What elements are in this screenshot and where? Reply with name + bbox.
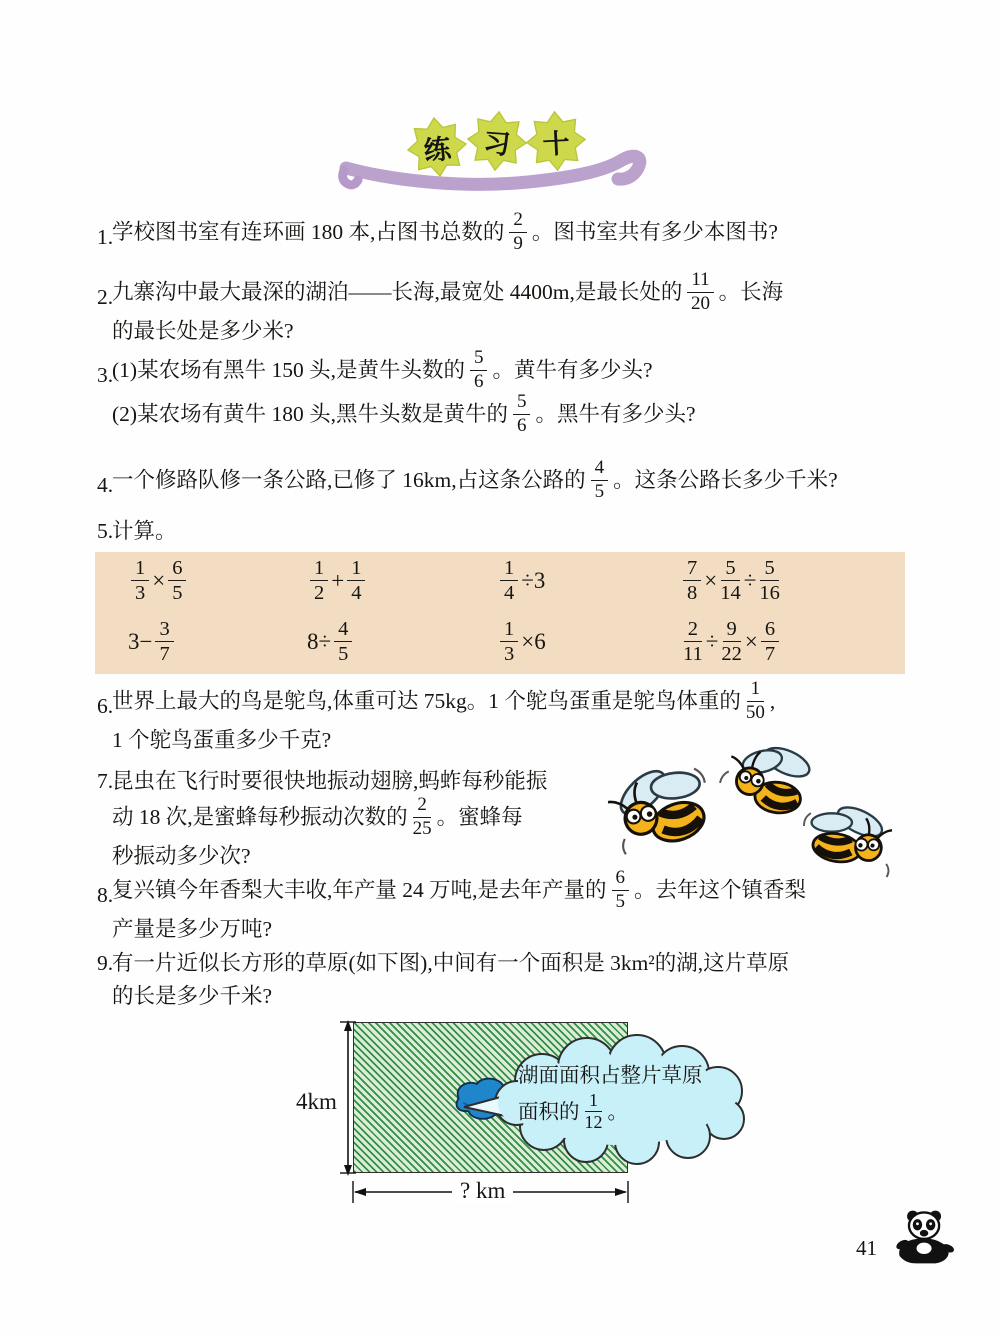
problem-2 bbox=[97, 269, 784, 349]
problem-number: 4. bbox=[97, 473, 114, 497]
grassland-diagram bbox=[296, 1015, 770, 1225]
problem-9 bbox=[97, 948, 789, 1014]
fraction: $\frac{1}{3}$ bbox=[131, 557, 149, 604]
problem-text: 产量是多少万吨? bbox=[112, 917, 273, 942]
fraction: $\frac{1}{2}$ bbox=[310, 557, 328, 604]
fraction: $\frac{1}{50}$ bbox=[745, 678, 765, 723]
problem-number: 3. bbox=[97, 363, 114, 387]
title-char: 十 bbox=[541, 127, 571, 160]
calc-expression: 8÷ $\frac{4}{5}$ bbox=[307, 620, 497, 667]
fraction: $\frac{3}{7}$ bbox=[155, 618, 173, 665]
fraction: $\frac{6}{7}$ bbox=[761, 618, 779, 665]
fraction: $\frac{2}{25}$ bbox=[412, 794, 432, 839]
problem-7 bbox=[97, 766, 657, 872]
fraction: $\frac{1}{3}$ bbox=[500, 618, 518, 665]
problem-text: 的最长处是多少米? bbox=[112, 319, 294, 344]
fraction: $\frac{5}{16}$ bbox=[759, 556, 780, 604]
fraction: $\frac{4}{5}$ bbox=[334, 618, 352, 665]
fraction: $\frac{6}{5}$ bbox=[612, 868, 630, 912]
problem-1 bbox=[97, 209, 778, 256]
calc-expression: $\frac{7}{8}$ × $\frac{5}{14}$ ÷ $\frac{5}{16}$ bbox=[680, 559, 905, 606]
problem-number: 8. bbox=[97, 883, 114, 907]
bee-icon bbox=[790, 796, 904, 888]
problem-number: 5. bbox=[97, 519, 114, 543]
problem-8 bbox=[97, 867, 807, 947]
fraction: $\frac{1}{12}$ bbox=[584, 1089, 603, 1133]
fraction: $\frac{2}{11}$ bbox=[683, 617, 703, 665]
problem-number: 9. bbox=[97, 951, 114, 975]
calc-expression: $\frac{1}{4}$ ÷3 bbox=[497, 559, 680, 606]
bee-icon bbox=[600, 760, 730, 866]
problem-text: (2)某农场有黄牛 180 头,黑牛头数是黄牛的 $\frac{5}{6}$ 。黑牛有多少头? bbox=[112, 391, 696, 436]
problem-text: 有一片近似长方形的草原(如下图),中间有一个面积是 3km²的湖,这片草原 bbox=[112, 951, 790, 975]
problem-text: 昆虫在飞行时要很快地振动翅膀,蚂蚱每秒能振 bbox=[112, 769, 548, 793]
fraction: $\frac{5}{14}$ bbox=[720, 556, 741, 604]
page-number: 41 bbox=[856, 1236, 877, 1260]
fraction: $\frac{6}{5}$ bbox=[168, 557, 186, 604]
problem-6 bbox=[97, 678, 776, 758]
height-label: 4km bbox=[296, 1089, 337, 1114]
fraction: $\frac{4}{5}$ bbox=[591, 458, 609, 502]
problem-text: 秒振动多少次? bbox=[112, 844, 251, 869]
problem-text: 动 18 次,是蜜蜂每秒振动次数的 $\frac{2}{25}$ 。蜜蜂每 bbox=[112, 794, 523, 839]
width-label: ? km bbox=[452, 1178, 513, 1204]
problem-number: 2. bbox=[97, 285, 114, 309]
problem-5 bbox=[97, 516, 177, 549]
fraction: $\frac{11}{20}$ bbox=[687, 270, 713, 314]
fraction: $\frac{1}{4}$ bbox=[500, 557, 518, 604]
problem-4 bbox=[97, 457, 838, 504]
cloud-caption: 湖面面积占整片草原 面积的 $\frac{1}{12}$ 。 bbox=[518, 1065, 703, 1133]
problem-text: 1 个鸵鸟蛋重多少千克? bbox=[112, 728, 332, 753]
problem-text: 学校图书室有连环画 180 本,占图书总数的 $\frac{2}{9}$ 。图书室共有多少本图书? bbox=[112, 209, 778, 254]
calculation-box bbox=[95, 552, 905, 674]
calc-expression: $\frac{1}{3}$ ×6 bbox=[497, 620, 680, 667]
fraction: $\frac{2}{9}$ bbox=[509, 210, 527, 254]
problem-text: 计算。 bbox=[112, 519, 177, 543]
calc-expression: $\frac{2}{11}$ ÷ $\frac{9}{22}$ × $\frac{6}{7}$ bbox=[680, 620, 905, 667]
title-char: 练 bbox=[422, 133, 453, 166]
fraction: $\frac{7}{8}$ bbox=[683, 557, 701, 604]
problem-number: 6. bbox=[97, 694, 114, 718]
star-badge-icon bbox=[523, 108, 588, 173]
calc-expression: 3− $\frac{3}{7}$ bbox=[128, 620, 307, 667]
exercise-title bbox=[0, 100, 1000, 210]
panda-icon bbox=[892, 1206, 958, 1268]
fraction: $\frac{1}{4}$ bbox=[347, 557, 365, 604]
problem-text: 世界上最大的鸟是鸵鸟,体重可达 75kg。1 个鸵鸟蛋重是鸵鸟体重的 $\frac{1}{50}$ , bbox=[112, 678, 776, 723]
fraction: $\frac{5}{6}$ bbox=[513, 392, 531, 436]
calc-expression: $\frac{1}{2}$ + $\frac{1}{4}$ bbox=[307, 559, 497, 606]
problem-text: (1)某农场有黑牛 150 头,是黄牛头数的 $\frac{5}{6}$ 。黄牛有多少头? bbox=[112, 347, 653, 392]
fraction: $\frac{5}{6}$ bbox=[470, 348, 488, 392]
problem-number: 1. bbox=[97, 225, 114, 249]
problem-number: 7. bbox=[97, 769, 114, 793]
calc-expression: $\frac{1}{3}$ × $\frac{6}{5}$ bbox=[128, 559, 307, 606]
star-badge-icon bbox=[464, 108, 530, 174]
star-badge-icon bbox=[403, 113, 471, 181]
problem-3 bbox=[97, 347, 696, 438]
problem-text: 复兴镇今年香梨大丰收,年产量 24 万吨,是去年产量的 $\frac{6}{5}$ 。去年这个镇香梨 bbox=[112, 867, 807, 912]
problem-text: 的长是多少千米? bbox=[112, 984, 273, 1008]
fraction: $\frac{9}{22}$ bbox=[721, 617, 742, 665]
problem-text: 一个修路队修一条公路,已修了 16km,占这条公路的 $\frac{4}{5}$ 。这条公路长多少千米? bbox=[112, 457, 838, 502]
problem-text: 九寨沟中最大最深的湖泊——长海,最宽处 4400m,是最长处的 $\frac{11}{20}$ 。长海 bbox=[112, 269, 784, 314]
title-char: 习 bbox=[482, 127, 512, 160]
